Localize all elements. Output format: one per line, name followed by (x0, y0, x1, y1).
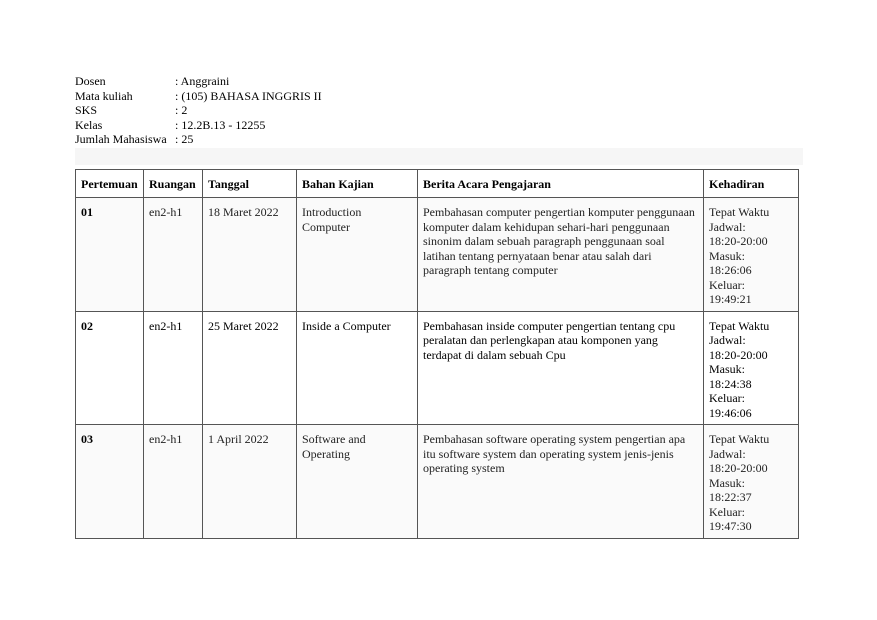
kehadiran-cell (704, 425, 799, 539)
berita-acara-cell: Pembahasan inside computer pengertian tentang cpu peralatan dan perlengkapan atau komponen yang terdapat di dalam sebuah Cpu (418, 311, 704, 425)
info-row-jumlah-mahasiswa (75, 132, 322, 147)
kehadiran-line: Tepat Waktu (709, 318, 770, 333)
kehadiran-line: 19:47:30 (709, 519, 752, 533)
info-value: : 2 (175, 103, 188, 118)
ruangan-cell: en2-h1 (144, 198, 203, 312)
berita-acara-cell: Pembahasan computer pengertian komputer penggunaan komputer dalam kehidupan sehari-hari penggunaan sinonim dalam sebuah paragraph penggunaan soal latihan tentang pernyataan benar atau salah dari paragraph tentang computer (418, 198, 704, 312)
info-label: Mata kuliah (75, 88, 133, 103)
table-row (76, 311, 799, 425)
kehadiran-line: Tepat Waktu (709, 205, 770, 219)
info-label: Kelas (75, 117, 103, 132)
kehadiran-line: Keluar: (709, 391, 745, 405)
info-row-dosen (75, 74, 322, 89)
bahan-kajian-cell: Introduction Computer (297, 198, 418, 312)
kehadiran-cell (704, 198, 799, 312)
kehadiran-line: Jadwal: (709, 333, 746, 347)
bahan-kajian-cell: Software and Operating (297, 425, 418, 539)
kehadiran-line: 18:22:37 (709, 490, 752, 504)
info-value: : 12.2B.13 - 12255 (175, 117, 266, 132)
column-header: Bahan Kajian (297, 170, 418, 198)
course-info (75, 74, 322, 147)
kehadiran-line: Masuk: (709, 248, 745, 263)
kehadiran-line: 19:46:06 (709, 405, 752, 420)
tanggal-cell: 1 April 2022 (203, 425, 297, 539)
column-header: Tanggal (203, 170, 297, 198)
info-label: Dosen (75, 74, 106, 88)
attendance-table (75, 169, 799, 539)
tanggal-cell: 25 Maret 2022 (203, 311, 297, 425)
ruangan-cell: en2-h1 (144, 311, 203, 425)
table-row (76, 198, 799, 312)
info-row-kelas (75, 118, 322, 133)
table-header-row (76, 170, 799, 198)
info-label: SKS (75, 103, 98, 118)
kehadiran-cell (704, 311, 799, 425)
kehadiran-line: 18:20-20:00 (709, 461, 768, 475)
column-header: Ruangan (144, 170, 203, 198)
kehadiran-line: 18:24:38 (709, 376, 752, 391)
kehadiran-line: Masuk: (709, 362, 745, 376)
column-header: Pertemuan (76, 170, 144, 198)
kehadiran-line: Keluar: (709, 277, 745, 292)
kehadiran-line: Masuk: (709, 475, 745, 490)
kehadiran-line: 18:26:06 (709, 263, 752, 277)
column-header: Berita Acara Pengajaran (418, 170, 704, 198)
berita-acara-cell: Pembahasan software operating system pengertian apa itu software system dan operating system jenis-jenis operating system (418, 425, 704, 539)
pertemuan-cell: 02 (76, 311, 144, 425)
kehadiran-line: Jadwal: (709, 219, 746, 234)
kehadiran-line: 18:20-20:00 (709, 234, 768, 248)
kehadiran-line: 18:20-20:00 (709, 347, 768, 362)
bahan-kajian-cell: Inside a Computer (297, 311, 418, 425)
header-shade-band (75, 148, 803, 165)
info-label: Jumlah Mahasiswa (75, 132, 167, 147)
kehadiran-line: Tepat Waktu (709, 432, 770, 446)
pertemuan-cell: 01 (76, 198, 144, 312)
info-row-mata-kuliah (75, 89, 322, 104)
info-value: : (105) BAHASA INGGRIS II (175, 88, 322, 103)
info-value: : 25 (175, 132, 194, 147)
info-row-sks (75, 103, 322, 118)
pertemuan-cell: 03 (76, 425, 144, 539)
table-row (76, 425, 799, 539)
kehadiran-line: Jadwal: (709, 446, 746, 461)
ruangan-cell: en2-h1 (144, 425, 203, 539)
tanggal-cell: 18 Maret 2022 (203, 198, 297, 312)
info-value: : Anggraini (175, 74, 230, 88)
kehadiran-line: 19:49:21 (709, 292, 752, 306)
column-header: Kehadiran (704, 170, 799, 198)
kehadiran-line: Keluar: (709, 504, 745, 519)
